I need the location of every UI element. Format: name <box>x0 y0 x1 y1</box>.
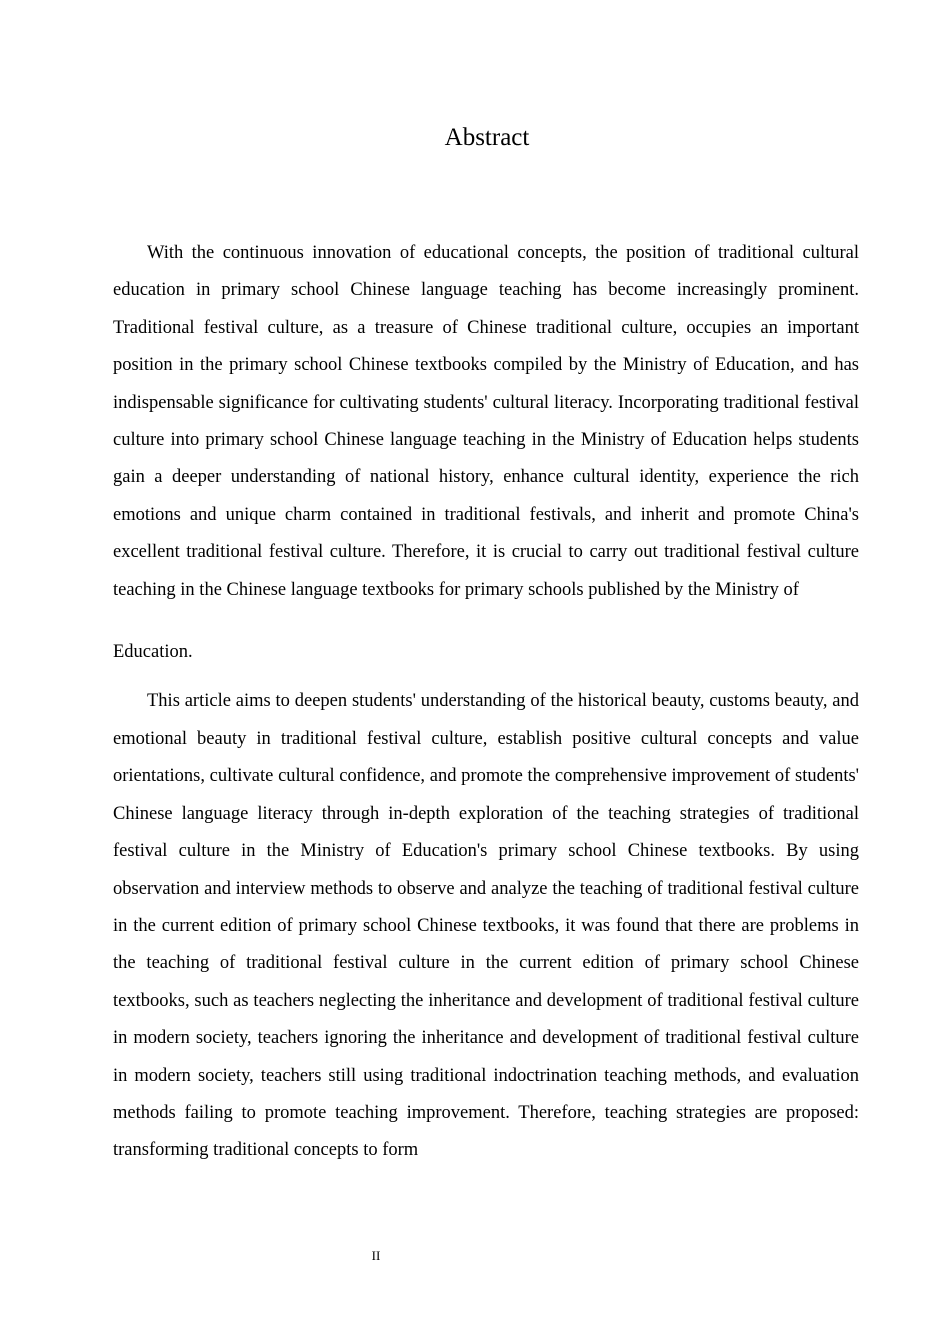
page-title: Abstract <box>444 124 530 151</box>
paragraph-2: This article aims to deepen students' understanding of the historical beauty, customs beauty, and emotional beauty in traditional festival culture, establish positive cultural concepts and value orientations, cultivate cultural confidence, and promote the comprehensive improvement of students' Chinese language literacy through in-depth exploration of the teaching strategies of traditional festival culture in the Ministry of Education's primary school Chinese textbooks. By using observation and interview methods to observe and analyze the teaching of traditional festival culture in the current edition of primary school Chinese textbooks, it was found that there are problems in the teaching of traditional festival culture in the current edition of primary school Chinese textbooks, such as teachers neglecting the inheritance and development of traditional festival culture in modern society, teachers ignoring the inheritance and development of traditional festival culture in modern society, teachers still using traditional indoctrination teaching methods, and evaluation methods failing to promote teaching improvement. Therefore, teaching strategies are proposed: transforming traditional concepts to form <box>113 691 859 1161</box>
paragraph-1 <box>113 235 859 671</box>
abstract-body <box>113 235 859 1170</box>
paragraph-1-tail: Education. <box>113 642 193 663</box>
paragraph-gap <box>113 609 859 634</box>
paragraph-1-main: With the continuous innovation of educational concepts, the position of traditional cultural education in primary school Chinese language teaching has become increasingly prominent. Traditional festival culture, as a treasure of Chinese traditional culture, occupies an important position in the primary school Chinese textbooks compiled by the Ministry of Education, and has indispensable significance for cultivating students' cultural literacy. Incorporating traditional festival culture into primary school Chinese language teaching in the Ministry of Education helps students gain a deeper understanding of national history, enhance cultural identity, experience the rich emotions and unique charm contained in traditional festivals, and inherit and promote China's excellent traditional festival culture. Therefore, it is crucial to carry out traditional festival culture teaching in the Chinese language textbooks for primary schools published by the Ministry of <box>113 243 859 600</box>
page-number: II <box>371 1248 381 1263</box>
